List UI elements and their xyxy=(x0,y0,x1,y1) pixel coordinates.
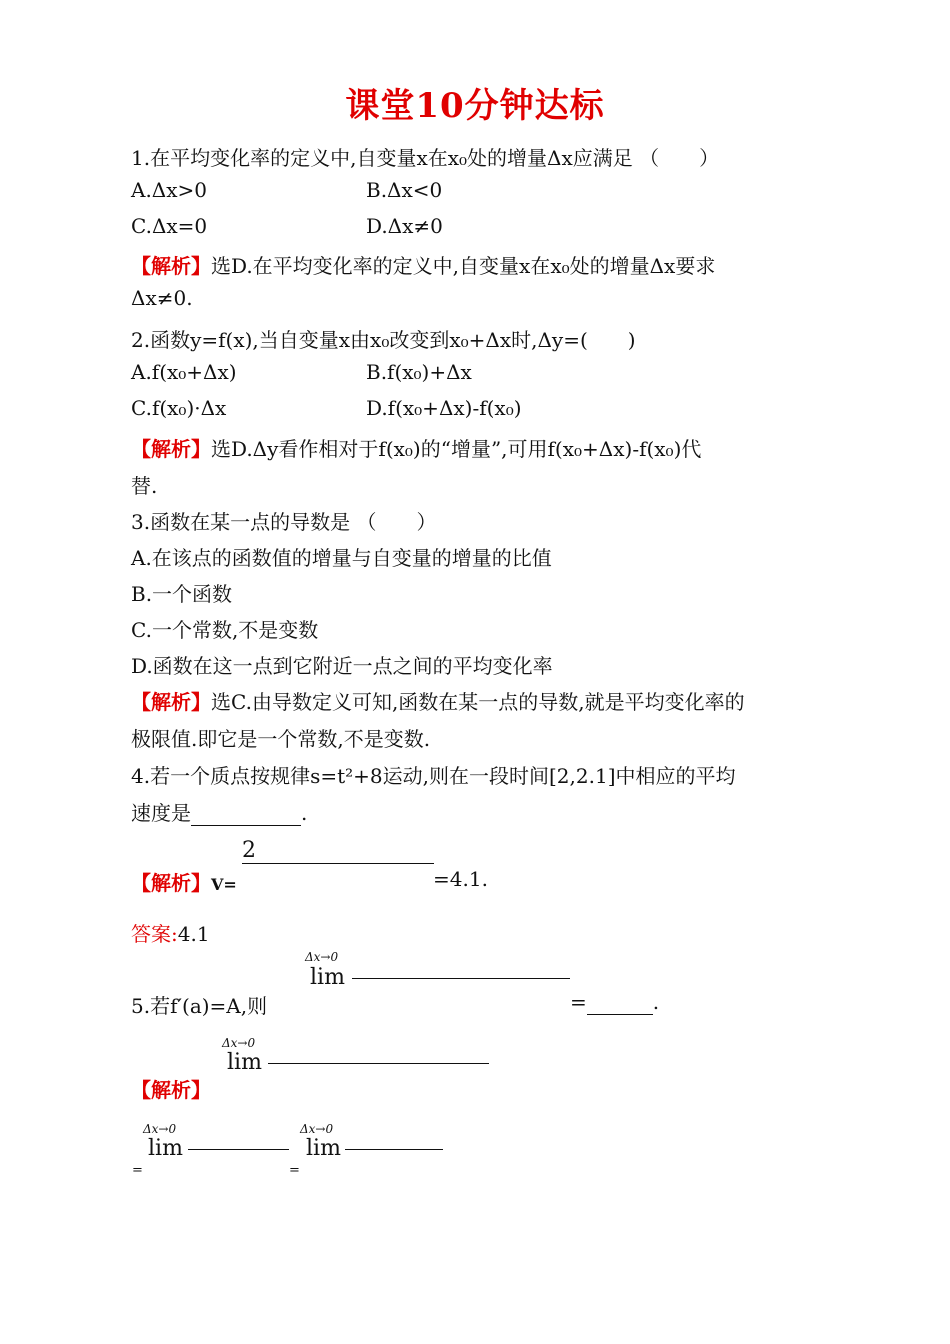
question-4-stem-cont: 速度是 . xyxy=(131,801,308,825)
question-3-option-d: D.函数在这一点到它附近一点之间的平均变化率 xyxy=(131,654,553,678)
question-1-option-b: B.Δx<0 xyxy=(366,178,443,202)
question-4-answer xyxy=(131,918,210,947)
lim-operator: lim xyxy=(148,1136,183,1161)
question-1-solution-cont: Δx≠0. xyxy=(131,286,193,310)
lim-subscript: Δx→0 xyxy=(143,1122,177,1136)
question-2-solution-cont: 替. xyxy=(131,474,158,498)
question-2-option-d: D.f(x₀+Δx)-f(x₀) xyxy=(366,396,522,420)
fraction-bar xyxy=(268,1063,489,1064)
answer-value: 4.1 xyxy=(177,922,210,946)
answer-blank xyxy=(191,801,301,826)
question-2-option-b: B.f(x₀)+Δx xyxy=(366,360,472,384)
page-title: 课堂10分钟达标 xyxy=(345,86,605,126)
fraction-bar xyxy=(188,1149,289,1150)
solution-text: 选C.由导数定义可知,函数在某一点的导数,就是平均变化率的 xyxy=(211,690,745,714)
equals-sign: = xyxy=(289,1163,300,1178)
equals-sign: = xyxy=(132,1163,143,1178)
answer-blank xyxy=(587,990,653,1015)
solution-tag: 【解析】 xyxy=(131,1078,211,1102)
velocity-result: =4.1. xyxy=(433,867,488,891)
question-4-stem: 4.若一个质点按规律s=t²+8运动,则在一段时间[2,2.1]中相应的平均 xyxy=(131,764,736,788)
lim-subscript: Δx→0 xyxy=(222,1036,256,1050)
question-3-option-a: A.在该点的函数值的增量与自变量的增量的比值 xyxy=(131,546,552,570)
question-5-stem: 5.若f′(a)=A,则 xyxy=(131,994,268,1018)
fraction-bar xyxy=(242,863,434,864)
question-3-solution-cont: 极限值.即它是一个常数,不是变数. xyxy=(131,727,431,751)
question-5-solution xyxy=(131,1074,211,1103)
question-1-option-d: D.Δx≠0 xyxy=(366,214,443,238)
solution-tag: 【解析】 xyxy=(131,871,211,895)
question-1-solution xyxy=(131,250,715,279)
answer-label: 答案: xyxy=(131,922,178,946)
velocity-label: V= xyxy=(211,875,237,894)
question-3-option-b: B.一个函数 xyxy=(131,582,233,606)
lim-operator: lim xyxy=(306,1136,341,1161)
question-1-option-a: A.Δx>0 xyxy=(131,178,208,202)
question-1-option-c: C.Δx=0 xyxy=(131,214,208,238)
question-5-blank: = . xyxy=(570,990,660,1014)
lim-subscript: Δx→0 xyxy=(305,950,339,964)
question-2-option-c: C.f(x₀)·Δx xyxy=(131,396,227,420)
fraction-bar xyxy=(352,978,570,979)
question-2-stem: 2.函数y=f(x),当自变量x由x₀改变到x₀+Δx时,Δy=( ) xyxy=(131,328,636,352)
question-3-stem: 3.函数在某一点的导数是 （ ） xyxy=(131,510,437,534)
question-3-option-c: C.一个常数,不是变数 xyxy=(131,618,319,642)
fraction-numerator: 2 xyxy=(242,838,256,863)
solution-text: 选D.Δy看作相对于f(x₀)的“增量”,可用f(x₀+Δx)-f(x₀)代 xyxy=(211,437,702,461)
question-2-solution xyxy=(131,433,701,462)
solution-tag: 【解析】 xyxy=(131,690,211,714)
fraction-bar xyxy=(345,1149,443,1150)
question-1-stem: 1.在平均变化率的定义中,自变量x在x₀处的增量Δx应满足 （ ） xyxy=(131,146,720,170)
solution-text: 选D.在平均变化率的定义中,自变量x在x₀处的增量Δx要求 xyxy=(211,254,716,278)
solution-tag: 【解析】 xyxy=(131,437,211,461)
question-2-option-a: A.f(x₀+Δx) xyxy=(131,360,237,384)
solution-tag: 【解析】 xyxy=(131,254,211,278)
lim-operator: lim xyxy=(310,965,345,990)
lim-operator: lim xyxy=(227,1050,262,1075)
question-4-solution xyxy=(131,867,237,896)
lim-subscript: Δx→0 xyxy=(300,1122,334,1136)
question-3-solution xyxy=(131,686,745,715)
